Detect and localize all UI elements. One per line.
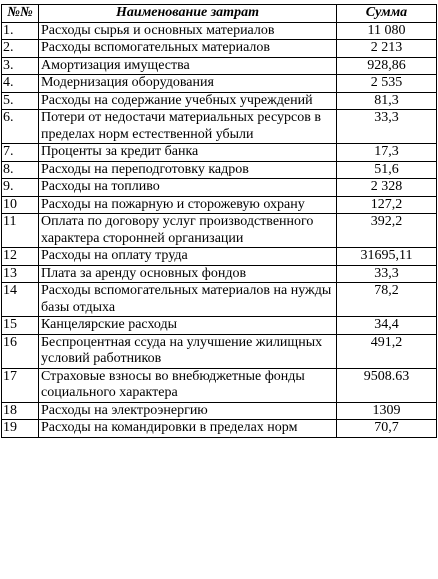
expense-amount: 51,6: [337, 161, 437, 179]
expense-name: Страховые взносы во внебюджетные фонды социального характера: [39, 368, 337, 402]
expense-name: Амортизация имущества: [39, 57, 337, 75]
expense-amount: 70,7: [337, 420, 437, 438]
expense-name: Расходы на пожарную и сторожевую охрану: [39, 196, 337, 214]
expense-name: Потери от недостачи материальных ресурсов в пределах норм естественной убыли: [39, 110, 337, 144]
table-row: [2, 75, 437, 93]
table-row: [2, 161, 437, 179]
expense-amount: 2 213: [337, 40, 437, 58]
table-row: [2, 57, 437, 75]
row-number: 11: [2, 214, 39, 248]
expense-amount: 491,2: [337, 334, 437, 368]
header-number: №№: [2, 5, 39, 23]
expense-amount: 2 328: [337, 179, 437, 197]
row-number: 3.: [2, 57, 39, 75]
table-row: [2, 368, 437, 402]
table-row: [2, 196, 437, 214]
expense-amount: 392,2: [337, 214, 437, 248]
row-number: 6.: [2, 110, 39, 144]
expense-name: Расходы сырья и основных материалов: [39, 22, 337, 40]
table-row: [2, 144, 437, 162]
table-header-row: [2, 5, 437, 23]
expense-amount: 1309: [337, 402, 437, 420]
header-expense-name: Наименование затрат: [39, 5, 337, 23]
table-row: [2, 265, 437, 283]
row-number: 13: [2, 265, 39, 283]
table-row: [2, 420, 437, 438]
expense-amount: 11 080: [337, 22, 437, 40]
row-number: 14: [2, 283, 39, 317]
row-number: 17: [2, 368, 39, 402]
expense-name: Проценты за кредит банка: [39, 144, 337, 162]
row-number: 19: [2, 420, 39, 438]
row-number: 7.: [2, 144, 39, 162]
table-row: [2, 214, 437, 248]
row-number: 9.: [2, 179, 39, 197]
expense-name: Расходы на электроэнергию: [39, 402, 337, 420]
expense-amount: 78,2: [337, 283, 437, 317]
expense-name: Расходы вспомогательных материалов на нужды базы отдыха: [39, 283, 337, 317]
expense-amount: 31695,11: [337, 248, 437, 266]
expense-amount: 928,86: [337, 57, 437, 75]
expense-amount: 33,3: [337, 110, 437, 144]
expense-name: Расходы на содержание учебных учреждений: [39, 92, 337, 110]
expense-amount: 81,3: [337, 92, 437, 110]
expense-name: Беспроцентная ссуда на улучшение жилищных условий работников: [39, 334, 337, 368]
row-number: 15: [2, 317, 39, 335]
row-number: 8.: [2, 161, 39, 179]
expense-amount: 9508.63: [337, 368, 437, 402]
row-number: 1.: [2, 22, 39, 40]
expense-amount: 127,2: [337, 196, 437, 214]
table-row: [2, 40, 437, 58]
expense-name: Канцелярские расходы: [39, 317, 337, 335]
row-number: 16: [2, 334, 39, 368]
expenses-table: [1, 4, 437, 438]
table-row: [2, 283, 437, 317]
expense-name: Расходы на командировки в пределах норм: [39, 420, 337, 438]
table-row: [2, 317, 437, 335]
expense-name: Расходы вспомогательных материалов: [39, 40, 337, 58]
row-number: 18: [2, 402, 39, 420]
row-number: 5.: [2, 92, 39, 110]
expense-amount: 17,3: [337, 144, 437, 162]
table-row: [2, 179, 437, 197]
table-row: [2, 334, 437, 368]
table-row: [2, 92, 437, 110]
expense-name: Расходы на переподготовку кадров: [39, 161, 337, 179]
row-number: 2.: [2, 40, 39, 58]
row-number: 10: [2, 196, 39, 214]
table-row: [2, 248, 437, 266]
expense-name: Расходы на оплату труда: [39, 248, 337, 266]
row-number: 12: [2, 248, 39, 266]
expense-amount: 33,3: [337, 265, 437, 283]
expense-name: Расходы на топливо: [39, 179, 337, 197]
header-amount: Сумма: [337, 5, 437, 23]
expense-name: Модернизация оборудования: [39, 75, 337, 93]
table-row: [2, 402, 437, 420]
expense-amount: 34,4: [337, 317, 437, 335]
table-row: [2, 110, 437, 144]
row-number: 4.: [2, 75, 39, 93]
table-row: [2, 22, 437, 40]
expense-name: Оплата по договору услуг производственного характера сторонней организации: [39, 214, 337, 248]
expense-name: Плата за аренду основных фондов: [39, 265, 337, 283]
expense-amount: 2 535: [337, 75, 437, 93]
